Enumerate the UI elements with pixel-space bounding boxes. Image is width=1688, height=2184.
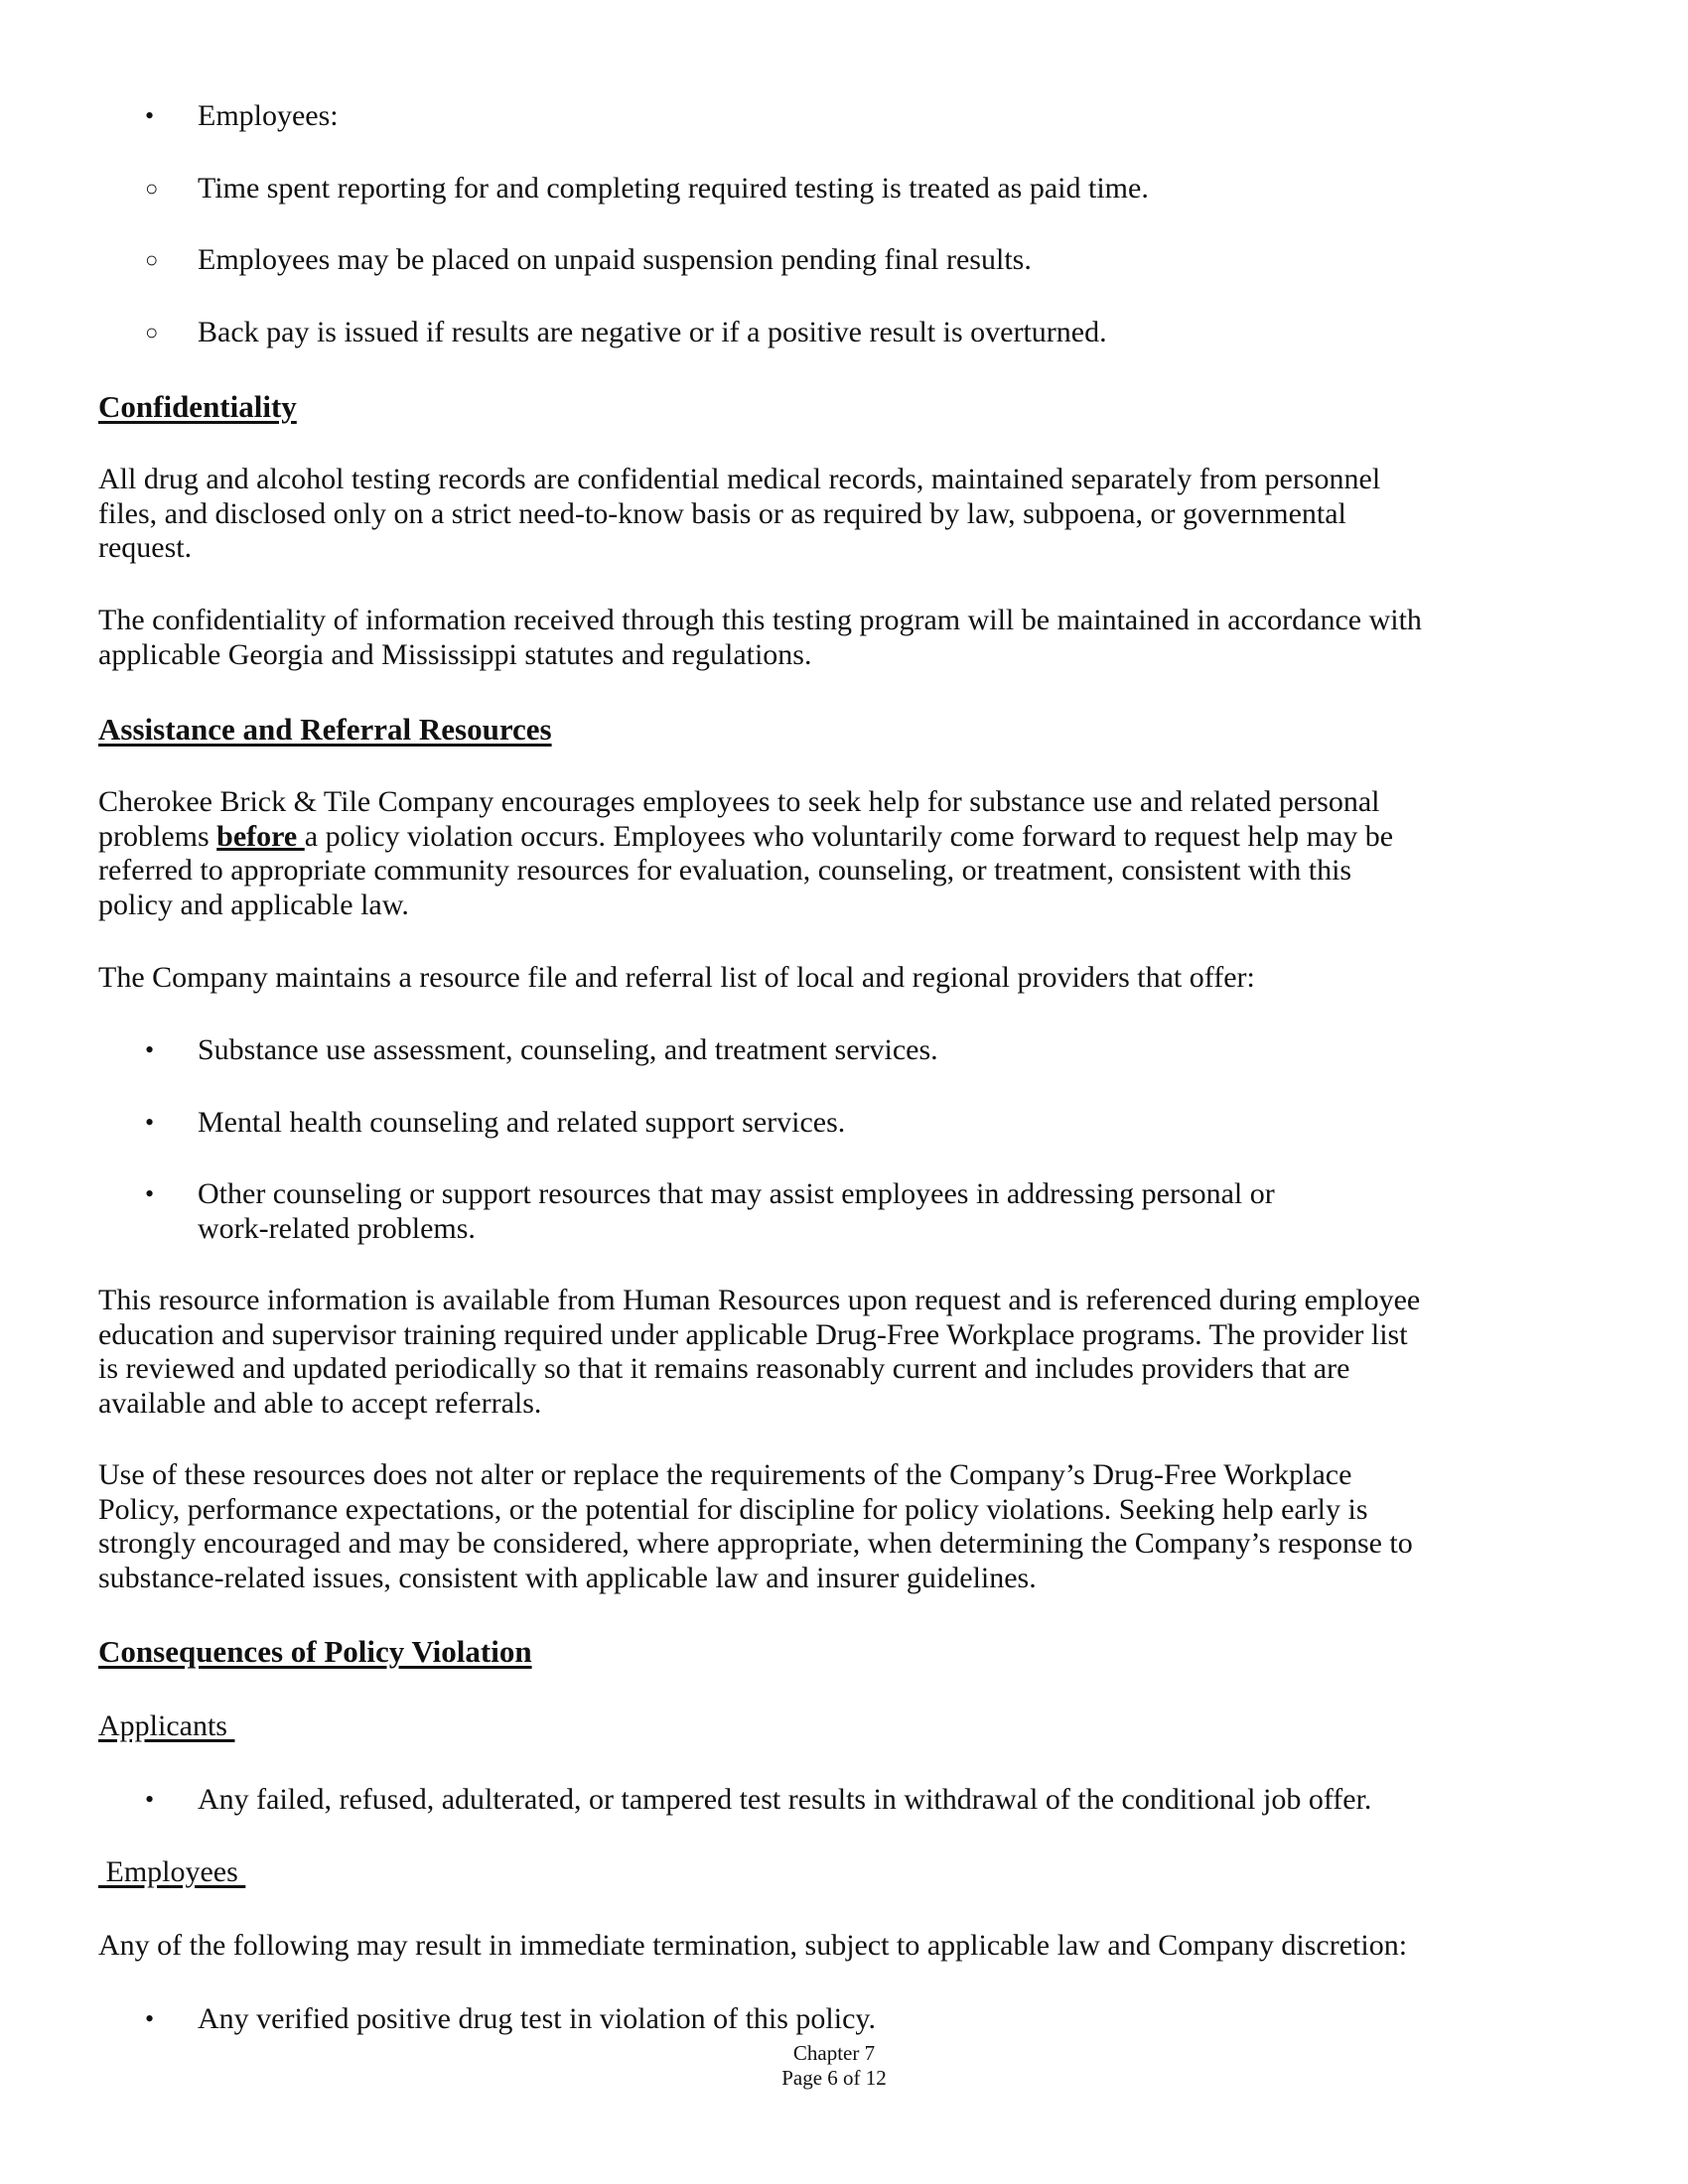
footer-chapter: Chapter 7: [792, 2041, 876, 2065]
bullet-icon: •: [145, 1108, 155, 1137]
assistance-paragraph-4: [98, 1458, 1413, 1596]
text-line: applicable Georgia and Mississippi statutes and regulations.: [98, 637, 812, 671]
assistance-paragraph-1: [98, 785, 1393, 923]
bullet-icon: •: [145, 1785, 155, 1814]
confidentiality-paragraph-2: [98, 604, 1422, 672]
circle-bullet-icon: ○: [145, 247, 159, 272]
list-item: Employees:: [198, 99, 339, 132]
text-line: Use of these resources does not alter or replace the requirements of the Company’s Drug-Free Workplace: [98, 1458, 1352, 1491]
bullet-icon: •: [145, 2004, 155, 2033]
circle-bullet-icon: ○: [145, 176, 159, 201]
confidentiality-paragraph-1: [98, 463, 1380, 566]
text-line: Other counseling or support resources that may assist employees in addressing personal or: [198, 1177, 1275, 1210]
bullet-icon: •: [145, 1035, 155, 1064]
text-line: available and able to accept referrals.: [98, 1387, 542, 1421]
text-line: Policy, performance expectations, or the potential for discipline for policy violations. Seeking help early is: [98, 1492, 1368, 1526]
bullet-icon: •: [145, 1179, 155, 1208]
list-item: Substance use assessment, counseling, and treatment services.: [198, 1033, 938, 1066]
text-line: work-related problems.: [198, 1211, 476, 1245]
section-heading-consequences: Consequences of Policy Violation: [98, 1634, 532, 1669]
footer-page-number: Page 6 of 12: [781, 2066, 887, 2090]
text-segment: a policy violation occurs. Employees who voluntarily come forward to request help may be: [304, 819, 1394, 853]
list-item: [198, 1177, 1275, 1246]
assistance-paragraph-3: [98, 1284, 1420, 1422]
employees-intro: Any of the following may result in immediate termination, subject to applicable law and Company discretion:: [98, 1929, 1408, 1962]
text-line: Cherokee Brick & Tile Company encourages employees to seek help for substance use and related personal: [98, 785, 1380, 818]
text-line: is reviewed and updated periodically so that it remains reasonably current and includes providers that are: [98, 1352, 1350, 1386]
text-line: education and supervisor training required under applicable Drug-Free Workplace programs. The provider list: [98, 1317, 1408, 1351]
sub-list-item: Employees may be placed on unpaid suspension pending final results.: [198, 243, 1032, 276]
text-line: request.: [98, 531, 193, 565]
sub-list-item: Back pay is issued if results are negative or if a positive result is overturned.: [198, 316, 1107, 348]
sub-list-item: Time spent reporting for and completing required testing is treated as paid time.: [198, 172, 1149, 205]
text-line: policy and applicable law.: [98, 888, 409, 922]
text-line: This resource information is available from Human Resources upon request and is referenced during employee: [98, 1284, 1421, 1316]
text-line: All drug and alcohol testing records are confidential medical records, maintained separately from personnel: [98, 463, 1381, 495]
text-line: referred to appropriate community resources for evaluation, counseling, or treatment, consistent with this: [98, 854, 1352, 887]
list-item: Mental health counseling and related support services.: [198, 1106, 846, 1139]
text-line: strongly encouraged and may be considered, where appropriate, when determining the Company’s response to: [98, 1527, 1413, 1561]
text-line: [98, 820, 1393, 855]
text-line: substance-related issues, consistent with applicable law and insurer guidelines.: [98, 1562, 1037, 1595]
text-segment: problems: [98, 819, 217, 853]
section-heading-assistance: Assistance and Referral Resources: [98, 712, 552, 747]
assistance-paragraph-2: The Company maintains a resource file and referral list of local and regional providers that offer:: [98, 961, 1255, 994]
circle-bullet-icon: ○: [145, 320, 159, 344]
list-item: Any verified positive drug test in violation of this policy.: [198, 2002, 876, 2035]
bullet-icon: •: [145, 101, 155, 130]
list-item: Any failed, refused, adulterated, or tampered test results in withdrawal of the conditional job offer.: [198, 1783, 1372, 1816]
subheading-employees: Employees: [98, 1855, 246, 1888]
section-heading-confidentiality: Confidentiality: [98, 389, 297, 424]
subheading-applicants: Applicants: [98, 1709, 235, 1742]
text-line: The confidentiality of information received through this testing program will be maintained in accordance with: [98, 604, 1422, 636]
text-line: files, and disclosed only on a strict need-to-know basis or as required by law, subpoena, or governmental: [98, 496, 1346, 530]
emphasis-before: before: [216, 819, 305, 853]
